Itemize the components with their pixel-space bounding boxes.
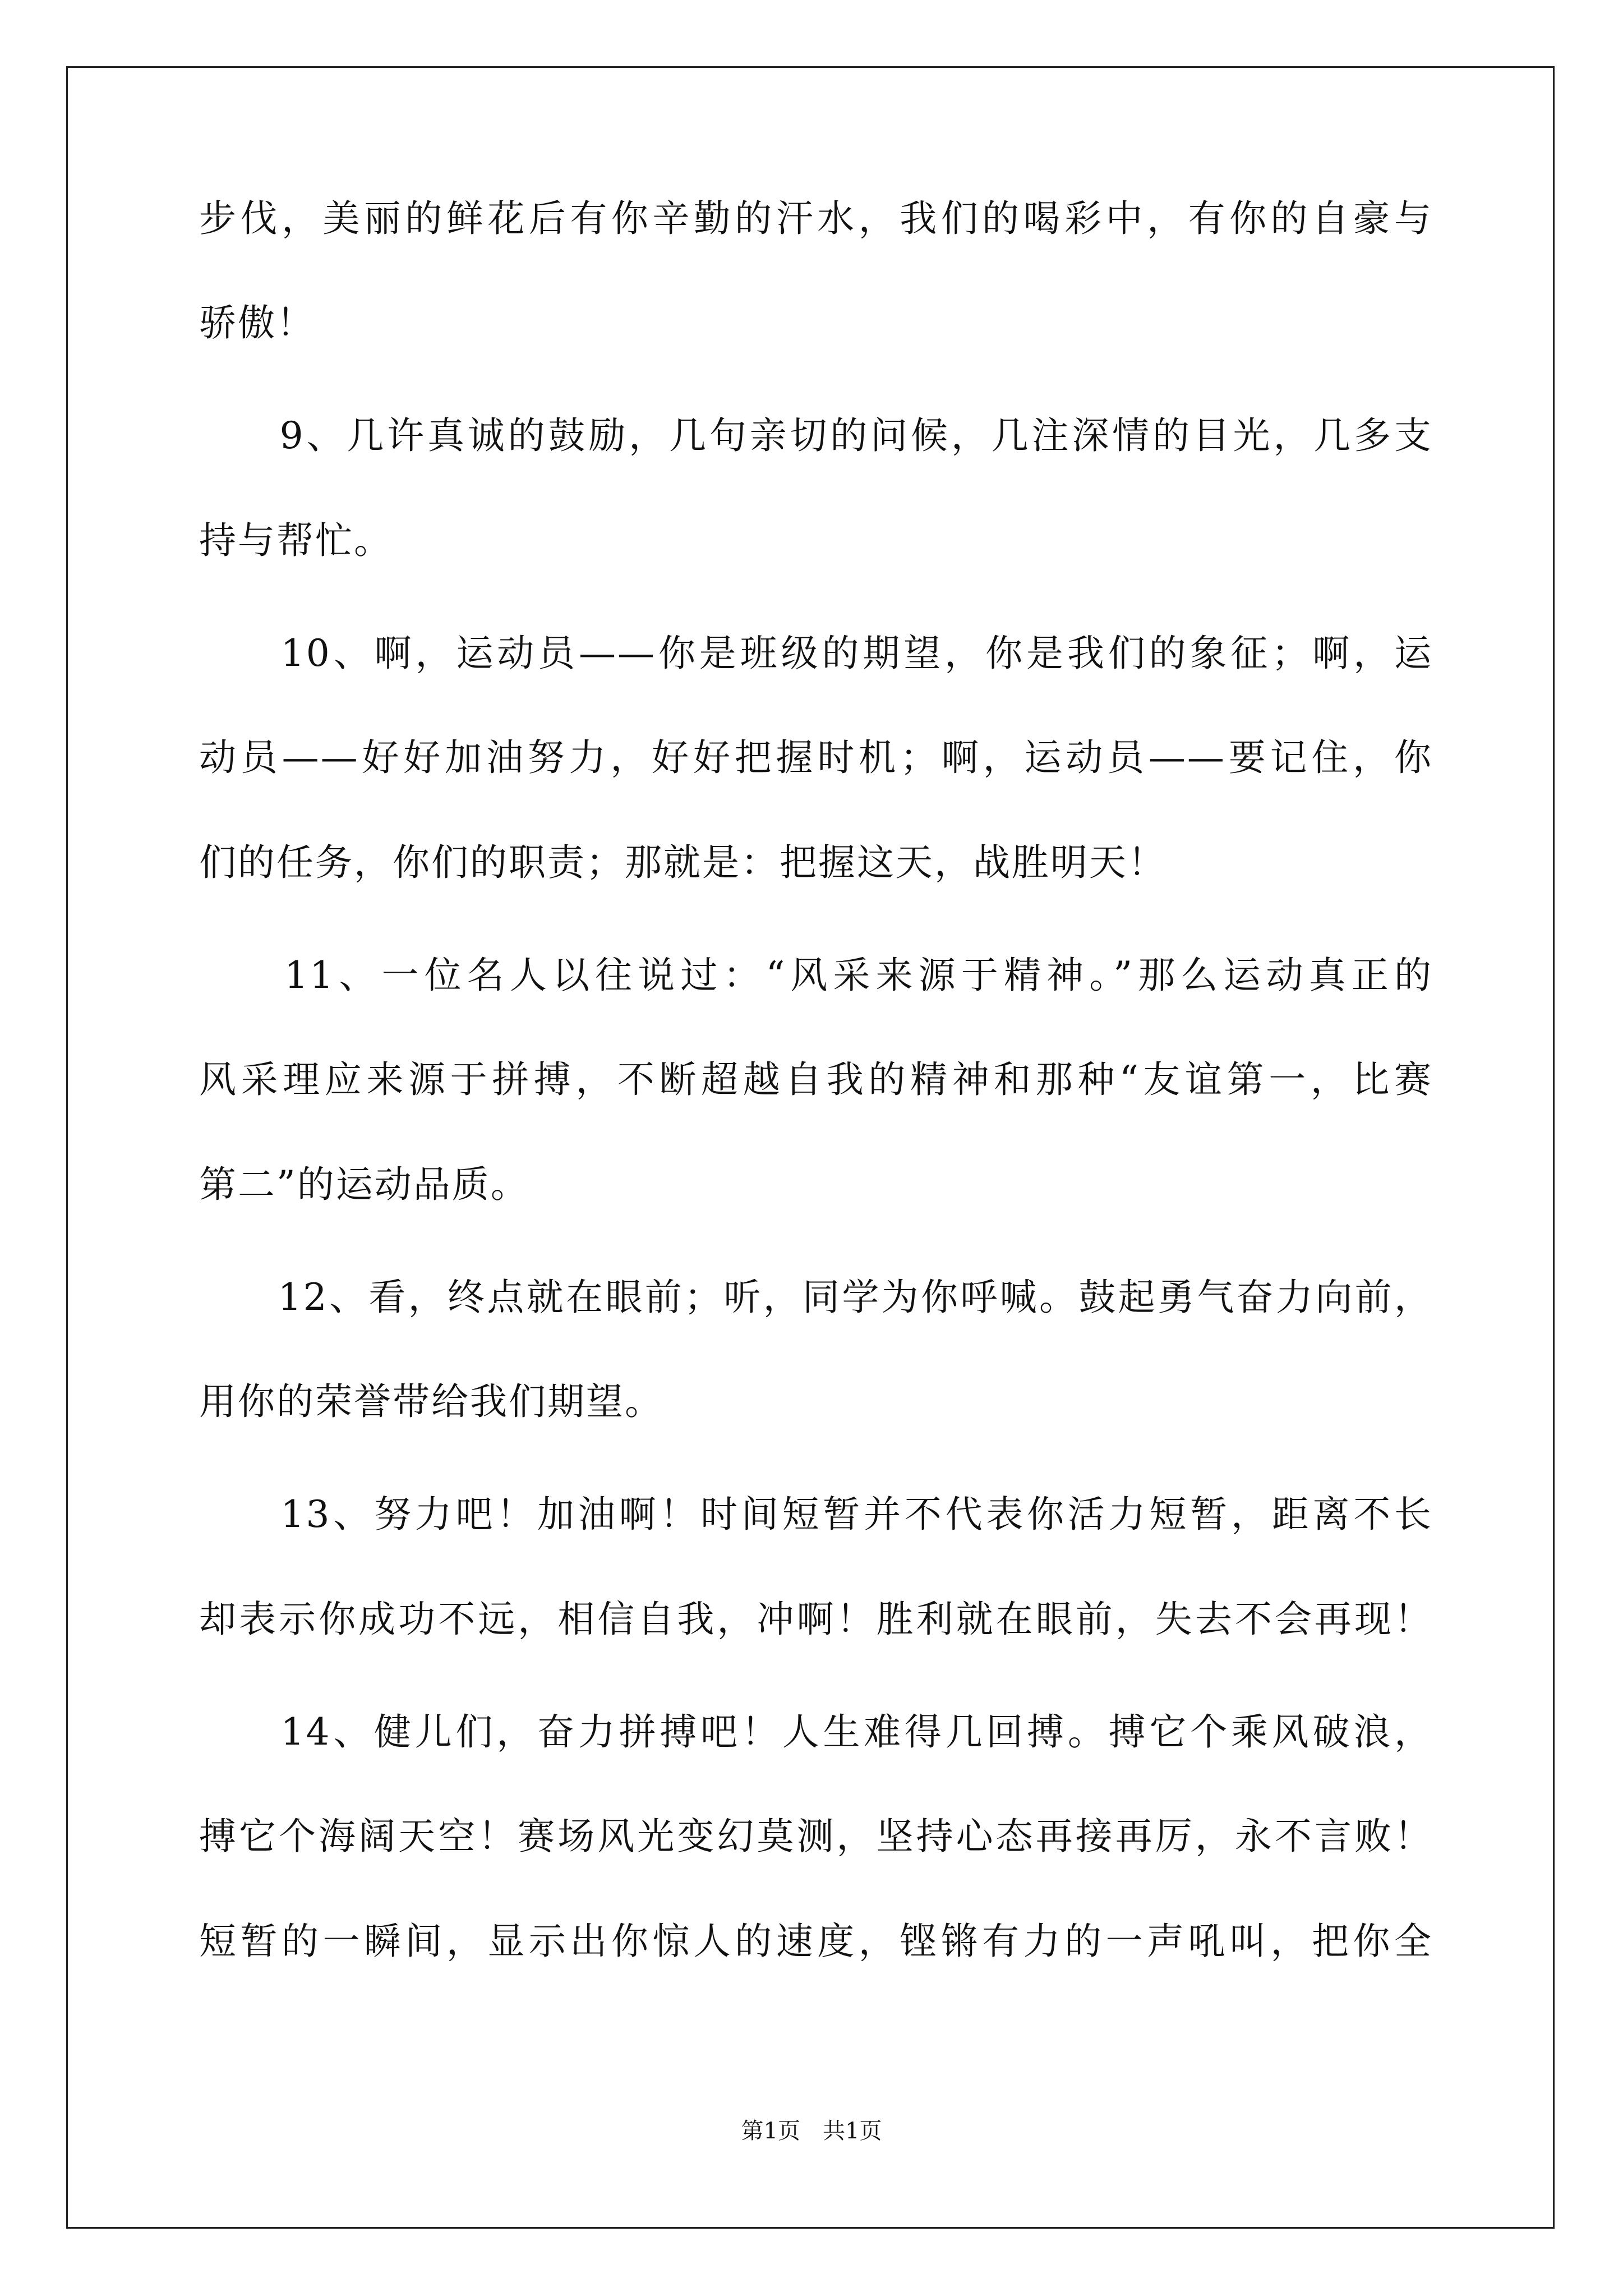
text-line-12: 用你的荣誉带给我们期望。 bbox=[199, 1380, 663, 1423]
page-border bbox=[66, 66, 1555, 2229]
text-line-14: 却表示你成功不远，相信自我，冲啊！胜利就在眼前，失去不会再现！ bbox=[199, 1598, 1433, 1641]
text-line-1: 步伐，美丽的鲜花后有你辛勤的汗水，我们的喝彩中，有你的自豪与 bbox=[199, 197, 1433, 240]
text-line-6: 动员——好好加油努力，好好把握时机；啊，运动员——要记住，你 bbox=[199, 736, 1433, 779]
text-line-15: 14、健儿们，奋力拼搏吧！人生难得几回搏。搏它个乘风破浪， bbox=[199, 1710, 1433, 1754]
text-line-3: 9、几许真诚的鼓励，几句亲切的问候，几注深情的目光，几多支 bbox=[199, 414, 1433, 457]
text-line-16: 搏它个海阔天空！赛场风光变幻莫测，坚持心态再接再厉，永不言败！ bbox=[199, 1815, 1433, 1858]
text-line-10: 第二”的运动品质。 bbox=[199, 1163, 529, 1206]
text-line-11: 12、看，终点就在眼前；听，同学为你呼喊。鼓起勇气奋力向前， bbox=[199, 1276, 1433, 1319]
page-footer: 第1页 共1页 bbox=[741, 2118, 882, 2144]
text-line-8: 11、一位名人以往说过：“风采来源于精神。”那么运动真正的 bbox=[199, 954, 1433, 997]
text-line-17: 短暂的一瞬间，显示出你惊人的速度，铿锵有力的一声吼叫，把你全 bbox=[199, 1920, 1433, 1963]
text-line-2: 骄傲！ bbox=[199, 301, 315, 344]
text-line-4: 持与帮忙。 bbox=[199, 519, 393, 562]
text-line-7: 们的任务，你们的职责；那就是：把握这天，战胜明天！ bbox=[199, 841, 1166, 884]
text-line-9: 风采理应来源于拼搏，不断超越自我的精神和那种“友谊第一，比赛 bbox=[199, 1058, 1433, 1101]
text-line-13: 13、努力吧！加油啊！时间短暂并不代表你活力短暂，距离不长 bbox=[199, 1493, 1433, 1536]
text-line-5: 10、啊，运动员——你是班级的期望，你是我们的象征；啊，运 bbox=[199, 632, 1433, 675]
